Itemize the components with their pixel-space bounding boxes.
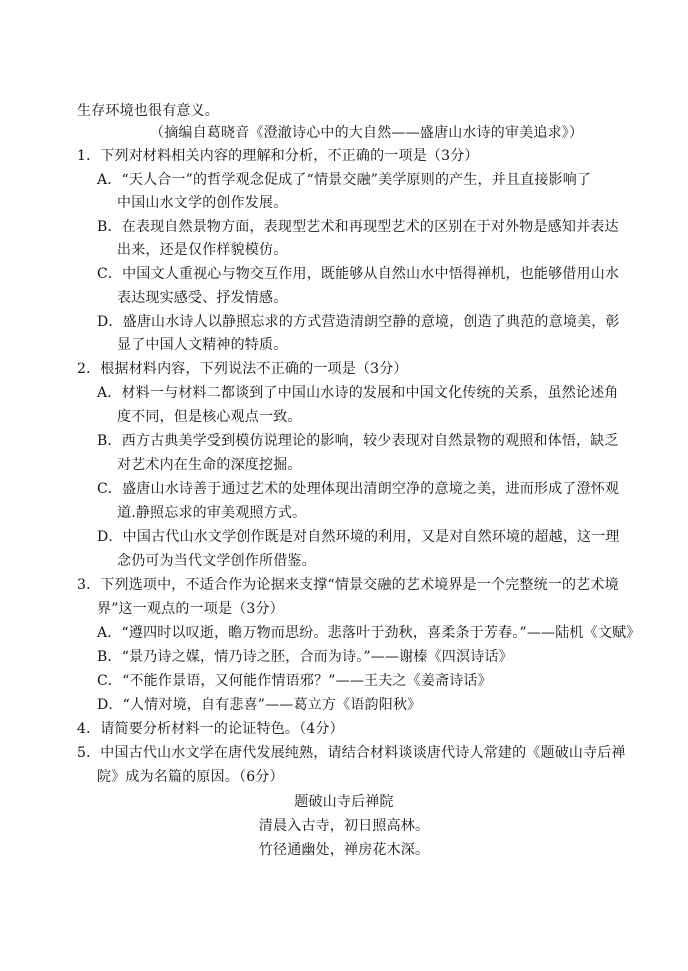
q1-option-c-line1: C．中国文人重视心与物交互作用，既能够从自然山水中悟得禅机，也能够借用山水 (97, 266, 620, 282)
poem-line-1: 清晨入古寺，初日照高林。 (258, 818, 430, 834)
q2-option-c-line1: C．盛唐山水诗善于通过艺术的处理体现出清朗空净的意境之美，进而形成了澄怀观 (97, 481, 620, 497)
q2-option-a-line1: A．材料一与材料二都谈到了中国山水诗的发展和中国文化传统的关系，虽然论述角 (97, 385, 619, 401)
q1-option-d-line1: D．盛唐山水诗人以静照忘求的方式营造清朗空静的意境，创造了典范的意境美，彰 (97, 314, 620, 330)
q1-option-b-line1: B．在表现自然景物方面，表现型艺术和再现型艺术的区别在于对外物是感知并表达 (97, 219, 619, 235)
question-2-stem: 2．根据材料内容，下列说法不正确的一项是（3分） (77, 361, 408, 377)
q2-option-a-line2: 度不同，但是核心观点一致。 (117, 409, 302, 425)
q1-option-a-line1: A．“天人合一”的哲学观念促成了“情景交融”美学原则的产生，并且直接影响了 (97, 172, 592, 188)
question-3-stem-line2: 界”这一观点的一项是（3分） (97, 601, 284, 617)
question-5-stem-line2: 院》成为名篇的原因。（6分） (97, 769, 284, 785)
q3-option-b: B．“景乃诗之媒，情乃诗之胚，合而为诗。”——谢榛《四溟诗话》 (97, 649, 513, 665)
q1-option-c-line2: 表达现实感受、抒发情感。 (117, 290, 288, 306)
q1-option-d-line2: 显了中国人文精神的特质。 (117, 337, 288, 353)
q2-option-c-line2: 道.静照忘求的审美观照方式。 (117, 505, 307, 521)
q1-option-b-line2: 出来，还是仅作样貌模仿。 (117, 242, 288, 258)
question-3-stem-line1: 3．下列选项中，不适合作为论据来支撑“情景交融的艺术境界是一个完整统一的艺术境 (77, 577, 619, 593)
question-1-stem: 1．下列对材料相关内容的理解和分析，不正确的一项是（3分） (77, 148, 479, 164)
intro-line: 生存环境也很有意义。 (77, 103, 219, 119)
q1-option-a-line2: 中国山水文学的创作发展。 (117, 195, 288, 211)
poem-title: 题破山寺后禅院 (294, 794, 394, 810)
q3-option-c: C．“不能作景语，又何能作情语邪？”——王夫之《姜斋诗话》 (97, 673, 492, 689)
q2-option-d-line2: 念仍可为当代文学创作所借鉴。 (117, 553, 316, 569)
poem-line-2: 竹径通幽处，禅房花木深。 (258, 842, 430, 858)
q2-option-b-line2: 对艺术内在生命的深度挖掘。 (117, 457, 302, 473)
question-5-stem-line1: 5．中国古代山水文学在唐代发展纯熟，请结合材料谈谈唐代诗人常建的《题破山寺后禅 (77, 745, 626, 761)
source-citation: （摘编自葛晓音《澄澈诗心中的大自然——盛唐山水诗的审美追求》） (150, 125, 584, 141)
q3-option-a: A．“遵四时以叹逝，瞻万物而思纷。悲落叶于劲秋，喜柔条于芳春。”——陆机《文赋》 (97, 625, 641, 641)
q2-option-b-line1: B．西方古典美学受到模仿说理论的影响，较少表现对自然景物的观照和体悟，缺乏 (97, 433, 619, 449)
question-4-stem: 4．请简要分析材料一的论证特色。（4分） (77, 721, 344, 737)
q3-option-d: D．“人情对境，自有悲喜”——葛立方《语韵阳秋》 (97, 697, 422, 713)
q2-option-d-line1: D．中国古代山水文学创作既是对自然环境的利用，又是对自然环境的超越，这一理 (97, 529, 620, 545)
